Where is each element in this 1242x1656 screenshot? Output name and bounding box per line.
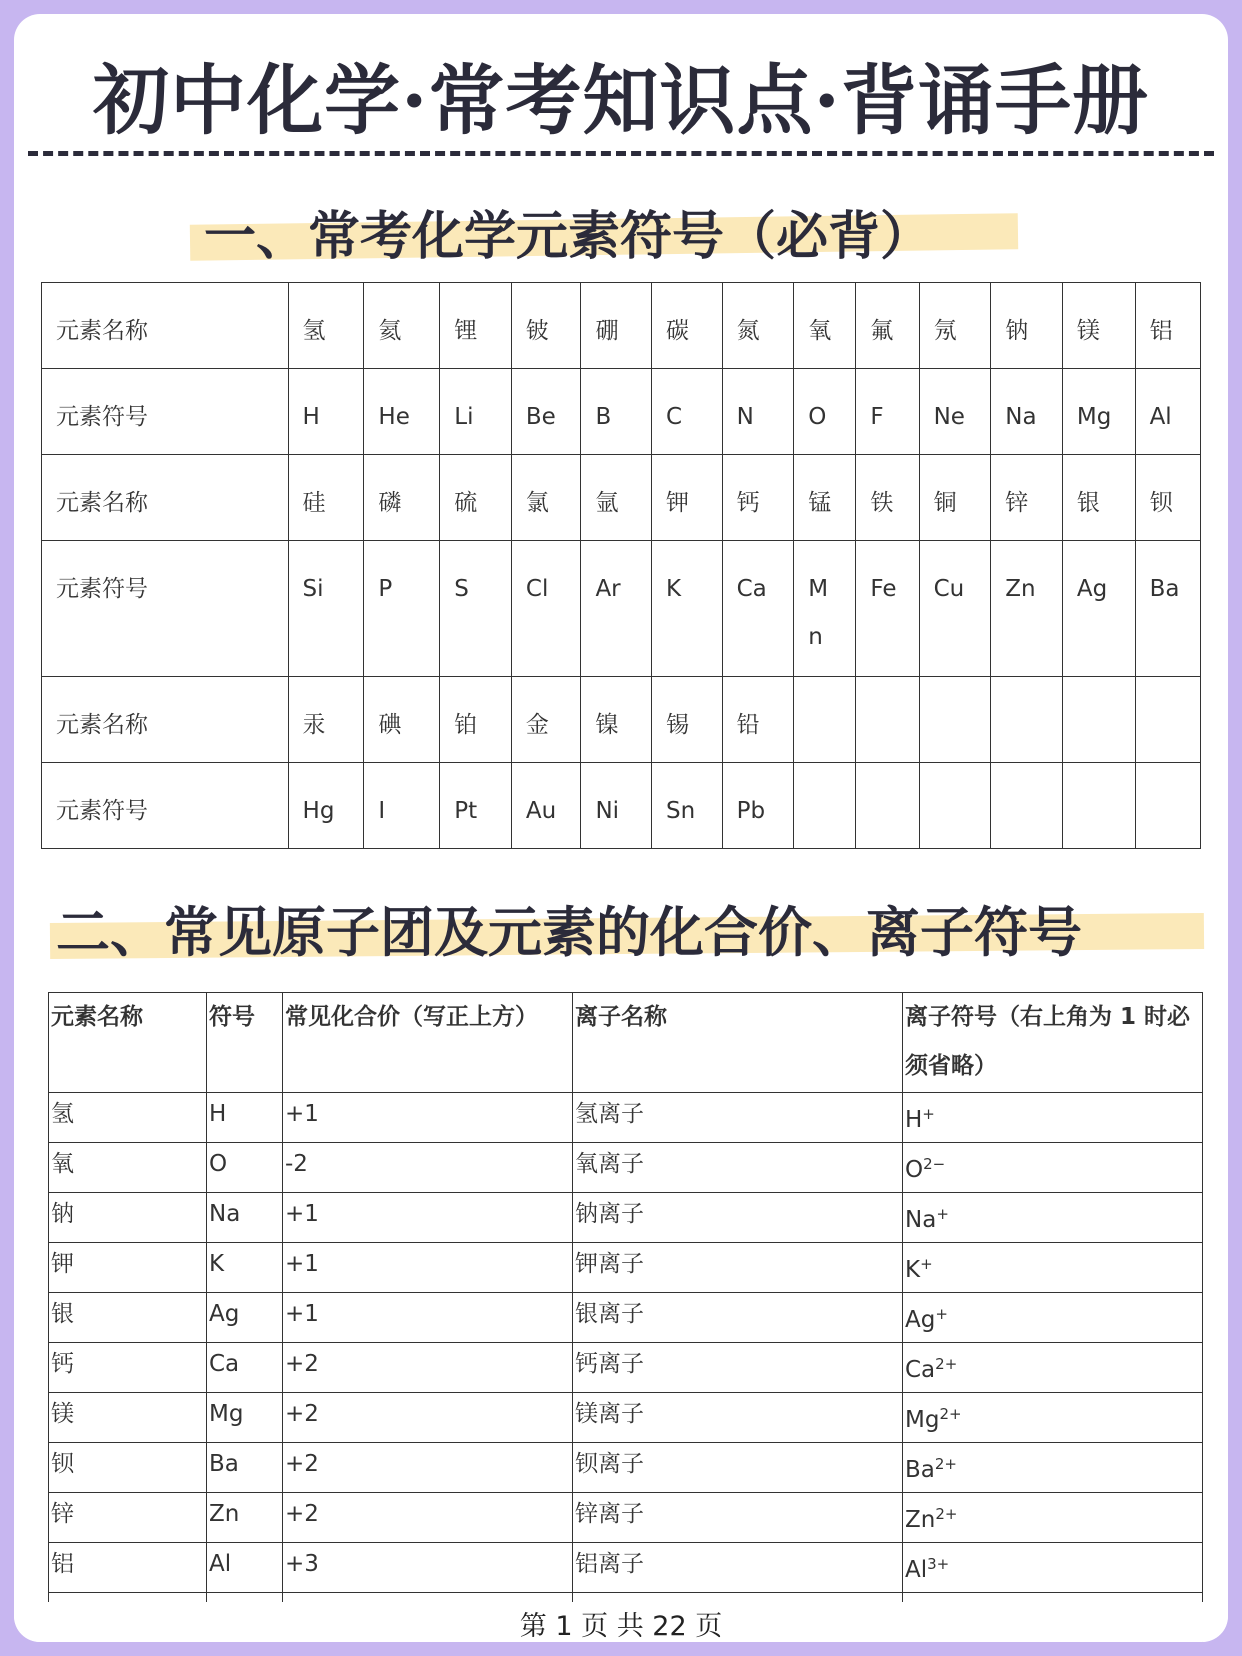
cell-name: 钠 — [49, 1193, 207, 1243]
ion-charge: + — [920, 1255, 933, 1273]
ion-base: Na — [905, 1207, 937, 1233]
table-cell: Na — [991, 369, 1063, 455]
ion-base: K — [905, 1257, 921, 1283]
cell-ion-name: 氢离子 — [573, 1093, 903, 1143]
cell-name: 氧 — [49, 1143, 207, 1193]
cell-ion-name: 钠离子 — [573, 1193, 903, 1243]
table-cell: Ca — [722, 541, 794, 677]
table-cell — [1062, 763, 1135, 849]
table-row — [42, 541, 1201, 677]
table-cell: 氖 — [919, 283, 991, 369]
cell-ion-name: 氧离子 — [573, 1143, 903, 1193]
table-cell: 钙 — [722, 455, 794, 541]
table-cell: Ar — [581, 541, 652, 677]
table-cell — [794, 763, 856, 849]
cell-ion-symbol — [903, 1343, 1203, 1393]
table-row — [49, 1343, 1203, 1393]
ion-charge: 2+ — [934, 1455, 957, 1473]
cell-symbol: H — [207, 1093, 283, 1143]
table-row — [42, 763, 1201, 849]
table-cell: 氧 — [794, 283, 856, 369]
cell-valence: +2 — [283, 1493, 573, 1543]
table-row — [49, 1393, 1203, 1443]
cell-name: 锌 — [49, 1493, 207, 1543]
table-cell: 氯 — [511, 455, 581, 541]
table-cell: Hg — [288, 763, 364, 849]
table-cell: 氩 — [581, 455, 652, 541]
table-cell — [991, 763, 1063, 849]
cell-ion-name: 钙离子 — [573, 1343, 903, 1393]
table-cell: Si — [288, 541, 364, 677]
cell-ion-symbol — [903, 1543, 1203, 1593]
row-label: 元素符号 — [42, 763, 289, 849]
table-cell: Mg — [1062, 369, 1135, 455]
row-label: 元素符号 — [42, 369, 289, 455]
cell-name: 银 — [49, 1293, 207, 1343]
page-footer: 第 1 页 共 22 页 — [519, 1611, 723, 1642]
page-title: 初中化学·常考知识点·背诵手册 — [93, 56, 1149, 145]
row-label: 元素名称 — [42, 283, 289, 369]
cell-ion-name: 铝离子 — [573, 1543, 903, 1593]
table-cell: 铂 — [440, 677, 512, 763]
table-cell: Sn — [652, 763, 723, 849]
ion-charge: + — [936, 1205, 949, 1223]
cell-name: 钾 — [49, 1243, 207, 1293]
table-cell: M n — [794, 541, 856, 677]
table-cell: K — [652, 541, 723, 677]
element-symbol-table — [41, 282, 1201, 849]
cell-ion-symbol — [903, 1143, 1203, 1193]
cell-valence: +1 — [283, 1243, 573, 1293]
cell-name: 氢 — [49, 1093, 207, 1143]
table-row — [49, 1193, 1203, 1243]
table-cell: Cu — [919, 541, 991, 677]
table-row — [42, 283, 1201, 369]
table-cell: Pb — [722, 763, 794, 849]
table-cell: F — [856, 369, 919, 455]
ion-charge: 2− — [923, 1155, 946, 1173]
cell-symbol: Ba — [207, 1443, 283, 1493]
ion-base: Ba — [905, 1457, 935, 1483]
table-cell: 钠 — [991, 283, 1063, 369]
table-cell: 钾 — [652, 455, 723, 541]
table-cell: Ag — [1062, 541, 1135, 677]
cell-ion-name: 钾离子 — [573, 1243, 903, 1293]
ion-base: Ca — [905, 1357, 936, 1383]
table-row — [49, 1093, 1203, 1143]
cell-symbol: Na — [207, 1193, 283, 1243]
column-header: 元素名称 — [49, 993, 207, 1093]
cell-ion-name: 镁离子 — [573, 1393, 903, 1443]
row-label: 元素符号 — [42, 541, 289, 677]
table-cell: P — [364, 541, 440, 677]
table-cell: 硼 — [581, 283, 652, 369]
cell-name: 钡 — [49, 1443, 207, 1493]
valence-ion-table — [48, 992, 1203, 1642]
table-cell — [919, 763, 991, 849]
table-cell: Fe — [856, 541, 919, 677]
table-cell: Ni — [581, 763, 652, 849]
cell-name: 铝 — [49, 1543, 207, 1593]
cell-ion-symbol — [903, 1093, 1203, 1143]
ion-base: Zn — [905, 1507, 936, 1533]
table-cell: O — [794, 369, 856, 455]
table-cell: 铍 — [511, 283, 581, 369]
ion-charge: + — [922, 1105, 935, 1123]
column-header: 离子名称 — [573, 993, 903, 1093]
column-header: 离子符号（右上角为 1 时必须省略） — [903, 993, 1203, 1093]
ion-base: Al — [905, 1557, 928, 1583]
cell-ion-symbol — [903, 1243, 1203, 1293]
cell-symbol: Ag — [207, 1293, 283, 1343]
cell-symbol: Ca — [207, 1343, 283, 1393]
cell-symbol: O — [207, 1143, 283, 1193]
table-row — [42, 455, 1201, 541]
table-cell: Pt — [440, 763, 512, 849]
table-cell: Al — [1135, 369, 1200, 455]
table-cell: 磷 — [364, 455, 440, 541]
table-cell — [1135, 677, 1200, 763]
table-cell: Be — [511, 369, 581, 455]
dashed-divider — [28, 151, 1214, 156]
table-cell: H — [288, 369, 364, 455]
cell-symbol: Mg — [207, 1393, 283, 1443]
cell-ion-name: 锌离子 — [573, 1493, 903, 1543]
table-cell: 镍 — [581, 677, 652, 763]
ion-base: O — [905, 1157, 924, 1183]
cell-ion-symbol — [903, 1193, 1203, 1243]
table-cell: 氮 — [722, 283, 794, 369]
table-cell: 锌 — [991, 455, 1063, 541]
cell-valence: +2 — [283, 1443, 573, 1493]
cell-valence: +2 — [283, 1393, 573, 1443]
document-page — [14, 14, 1228, 1642]
table-cell: I — [364, 763, 440, 849]
table-cell: Ba — [1135, 541, 1200, 677]
cell-ion-symbol — [903, 1293, 1203, 1343]
table-row — [42, 677, 1201, 763]
table-cell: 锂 — [440, 283, 512, 369]
table-cell — [991, 677, 1063, 763]
table-cell: 锰 — [794, 455, 856, 541]
cell-symbol: Zn — [207, 1493, 283, 1543]
cell-ion-name: 银离子 — [573, 1293, 903, 1343]
table-cell: 氟 — [856, 283, 919, 369]
table-cell: 氦 — [364, 283, 440, 369]
ion-charge: 2+ — [935, 1505, 958, 1523]
table-row — [49, 1543, 1203, 1593]
table-cell: 铁 — [856, 455, 919, 541]
cell-symbol: K — [207, 1243, 283, 1293]
table-cell: 钡 — [1135, 455, 1200, 541]
table-cell: B — [581, 369, 652, 455]
table-row — [49, 1493, 1203, 1543]
table-cell: Zn — [991, 541, 1063, 677]
ion-charge: + — [935, 1305, 948, 1323]
table-cell: Li — [440, 369, 512, 455]
cell-valence: -2 — [283, 1143, 573, 1193]
row-label: 元素名称 — [42, 455, 289, 541]
table-cell: Cl — [511, 541, 581, 677]
cell-valence: +1 — [283, 1193, 573, 1243]
cell-valence: +1 — [283, 1093, 573, 1143]
table-cell: He — [364, 369, 440, 455]
table-cell: Ne — [919, 369, 991, 455]
table-row — [49, 1293, 1203, 1343]
table-cell: 碳 — [652, 283, 723, 369]
table-row — [49, 1243, 1203, 1293]
table-cell: 镁 — [1062, 283, 1135, 369]
table-cell: Au — [511, 763, 581, 849]
cell-valence: +2 — [283, 1343, 573, 1393]
cell-ion-symbol — [903, 1443, 1203, 1493]
ion-base: Ag — [905, 1307, 936, 1333]
table-cell: C — [652, 369, 723, 455]
ion-charge: 3+ — [927, 1555, 950, 1573]
table-header-row — [49, 993, 1203, 1093]
cell-ion-symbol — [903, 1493, 1203, 1543]
table-cell: 铅 — [722, 677, 794, 763]
table-cell — [919, 677, 991, 763]
ion-base: Mg — [905, 1407, 940, 1433]
section2-title: 二、常见原子团及元素的化合价、离子符号 — [56, 900, 1082, 964]
table-cell: 碘 — [364, 677, 440, 763]
table-cell: 金 — [511, 677, 581, 763]
table-cell: 汞 — [288, 677, 364, 763]
cell-ion-name: 钡离子 — [573, 1443, 903, 1493]
table-cell — [794, 677, 856, 763]
cell-ion-symbol — [903, 1393, 1203, 1443]
ion-charge: 2+ — [939, 1405, 962, 1423]
row-label: 元素名称 — [42, 677, 289, 763]
column-header: 常见化合价（写正上方） — [283, 993, 573, 1093]
table-cell: 铝 — [1135, 283, 1200, 369]
table-cell — [856, 763, 919, 849]
table-cell: N — [722, 369, 794, 455]
table-cell — [1062, 677, 1135, 763]
cell-name: 镁 — [49, 1393, 207, 1443]
table-row — [42, 369, 1201, 455]
table-row — [49, 1143, 1203, 1193]
table-cell — [1135, 763, 1200, 849]
table-row — [49, 1443, 1203, 1493]
cell-valence: +3 — [283, 1543, 573, 1593]
table-cell — [856, 677, 919, 763]
section1-title: 一、常考化学元素符号（必背） — [204, 206, 933, 267]
table-cell: 铜 — [919, 455, 991, 541]
cell-valence: +1 — [283, 1293, 573, 1343]
table-cell: 氢 — [288, 283, 364, 369]
table-cell: 银 — [1062, 455, 1135, 541]
table-cell: S — [440, 541, 512, 677]
cell-name: 钙 — [49, 1343, 207, 1393]
table-cell: 硅 — [288, 455, 364, 541]
ion-base: H — [905, 1107, 923, 1133]
cell-symbol: Al — [207, 1543, 283, 1593]
table-cell: 硫 — [440, 455, 512, 541]
ion-charge: 2+ — [935, 1355, 958, 1373]
table-cell: 锡 — [652, 677, 723, 763]
column-header: 符号 — [207, 993, 283, 1093]
